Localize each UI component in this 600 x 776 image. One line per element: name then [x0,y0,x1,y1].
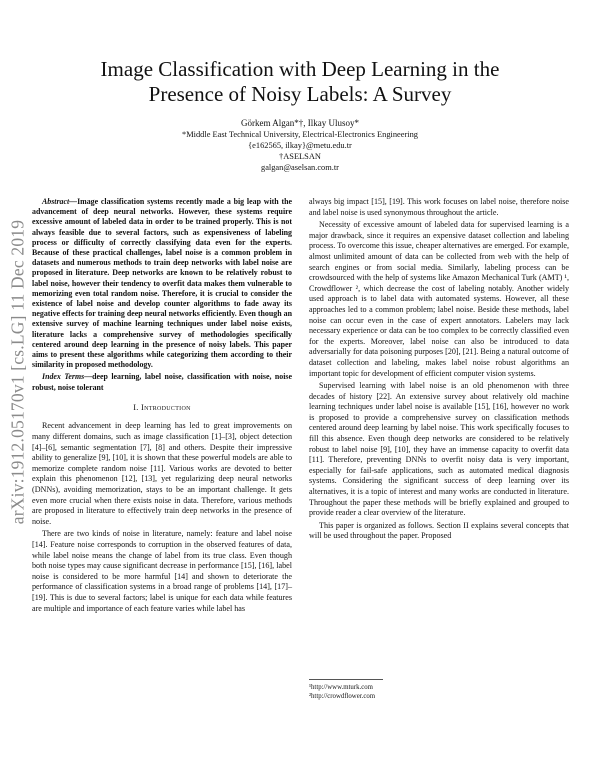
index-terms [32,372,292,392]
abstract-text: Image classification systems recently made a big leap with the advancement of deep neural networks. However, these systems require excessive amount of labeled data in order to be trained properly. This is not always feasible due to several factors, such as expensiveness of labeling process or difficulty of correctly classifying data even for the experts. Because of these practical challenges, label noise is a common problem in datasets and numerous methods to train deep networks with label noise are proposed in literature. Deep networks are known to be relatively robust to label noise, however their tendency to overfit data makes them vulnerable to memorizing even total random noise. Therefore, it is crucial to consider the existence of label noise and develop counter algorithms to fade away its negative effects for training deep neural networks efficiently. Even though an extensive survey of machine learning techniques under label noise exists, literature lacks a comprehensive survey of methodologies specifically centered around deep learning in the presence of noisy labels. This paper aims to present these algorithms while categorizing them according to their similarity in proposed methodology. [32,197,292,370]
right-column [309,197,569,544]
body-paragraph: always big impact [15], [19]. This work focuses on label noise, therefore noise and label noise is used synonymous throughout the article. [309,197,569,217]
arxiv-stamp [4,185,32,560]
affiliation-2-email: galgan@aselsan.com.tr [261,163,339,172]
intro-paragraph: There are two kinds of noise in literature, namely: feature and label noise [14]. Feature noise corresponds to corruption in the observed features of data, while label noise means the change of label from its true class. Even though both noise types may cause significant decrease in performance [15], [16], label noise is considered to be more harmful [14] and shown to deteriorate the performance of classification systems in a broad range of problems [14], [17]–[19]. This is due to several factors; label is unique for each data while features are multiple and importance of each feature varies while label has [32,529,292,613]
affiliation-2: †ASELSAN [279,152,321,161]
affiliation-1-email: {e162565, ilkay}@metu.edu.tr [248,141,352,150]
abstract-label: Abstract— [42,197,78,206]
affiliation-1: *Middle East Technical University, Electrical-Electronics Engineering [182,130,418,139]
footnotes [309,679,569,701]
abstract [32,197,292,370]
footnote-1[interactable]: ¹http://www.mturk.com [309,684,373,691]
footnote-rule [309,679,383,680]
paper-title-line-2: Presence of Noisy Labels: A Survey [148,82,452,106]
body-paragraph: Necessity of excessive amount of labeled data for supervised learning is a major drawback, since it requires an expensive dataset collection and labeling process. To overcome this issue, cheaper alternatives are emerged. For example, almost unlimited amount of data can be collected from web with the help of search engines or from social media. Similarly, labeling process can be crowdsourced with the help of systems like Amazon Mechanical Turk (AMT) ¹, Crowdflower ², which decrease the cost of labeling notably. Another widely used approach is to label data with automated systems. However, all these approaches led to a common problem; label noise. Beside these methods, label noise can occur even in the case of expert annotators. Labelers may lack necessary experience or data can be too complex to be correctly classified even for the experts. Moreover, label noise can also be introduced to data adversarially for data poisoning purposes [20], [21]. Being a natural outcome of dataset collection and labeling, makes label noise robust algorithms an important topic for development of efficient computer vision systems. [309,220,569,378]
index-terms-label: Index Terms— [42,372,93,382]
paper-title-line-1: Image Classification with Deep Learning in the [100,57,500,81]
left-column [32,197,292,616]
index-terms-text: deep learning, label noise, classification with noise, noise robust, noise tolerant [32,372,292,392]
section-heading-introduction: I. Introduction [133,402,191,412]
author-list: Görkem Algan*†, Ilkay Ulusoy* [241,118,359,128]
intro-paragraph: Recent advancement in deep learning has led to great improvements on many different domains, such as image classification [1]–[3], object detection [4]–[6], semantic segmentation [7], [8] and others. Despite their impressive ability to generalize [9], [10], it is shown that these powerful models are able to memorize complete random noise [11]. Various works are devoted to better explain this phenomenon [12], [13], yet regularizing deep neural networks (DNNs), avoiding memorization, stays to be an important challenge. It gets even more crucial when there exists noise in data. Therefore, various methods are proposed in literature to effectively train deep networks in the presence of noise. [32,421,292,526]
body-paragraph: Supervised learning with label noise is an old phenomenon with three decades of history [22]. An extensive survey about relatively old machine learning techniques under label noise is available [15], [16], however no work is proposed to provide a comprehensive survey on classification methods centered around deep learning by label noise. This work specifically focuses to fill this absence. Even though deep networks are considered to be relatively robust to label noise [9], [10], they have an immense capacity to overfit data [11]. Therefore, preventing DNNs to overfit noisy data is very important, especially for fail-safe applications, such as automated medical diagnosis systems. Considering the significant success of deep learning over its alternatives, it is a topic of interest and many works are conducted in literature. Throughout the paper these methods will be briefly explained and grouped to provide reader a clear overview of the literature. [309,381,569,518]
body-paragraph: This paper is organized as follows. Section II explains several concepts that will be used throughout the paper. Proposed [309,520,569,541]
arxiv-id: arXiv:1912.05170v1 [cs.LG] 11 Dec 2019 [7,219,28,525]
footnote-2[interactable]: ²http://crowdflower.com [309,692,376,700]
